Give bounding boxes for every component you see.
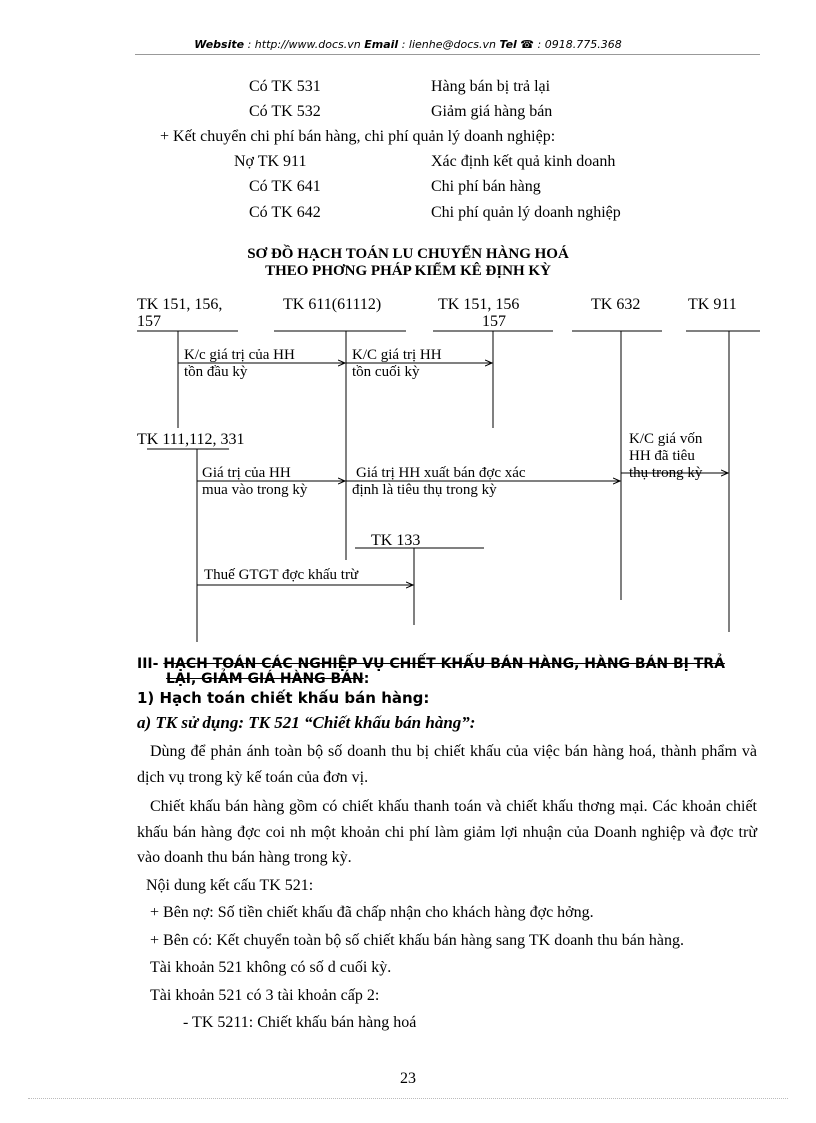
email-label: Email	[364, 38, 399, 51]
paragraph-6: Tài khoản 521 không có số d cuối kỳ.	[150, 959, 392, 976]
tel-value: ☎ : 0918.775.368	[516, 38, 622, 51]
label-opening-1: K/c giá trị của HH	[184, 347, 295, 363]
label-sold-1: Giá trị HH xuất bán đợc xác	[356, 465, 526, 481]
email-value[interactable]: : lienhe@docs.vn	[398, 38, 500, 51]
entry-account-641: Có TK 641	[249, 178, 321, 195]
website-value[interactable]: : http://www.docs.vn	[244, 38, 365, 51]
acc7-label: TK 133	[371, 532, 421, 549]
acc6-label: TK 111,112, 331	[137, 431, 245, 448]
page-number: 23	[400, 1070, 416, 1087]
tel-label: Tel	[499, 38, 517, 51]
diagram-title-line-2: THEO PHƠNG PHÁP KIỂM KÊ ĐỊNH KỲ	[265, 263, 551, 279]
paragraph-7: Tài khoản 521 có 3 tài khoản cấp 2:	[150, 986, 380, 1004]
body-text	[137, 739, 757, 1036]
entry-desc-641: Chi phí bán hàng	[431, 178, 541, 195]
acc2-label: TK 611(61112)	[283, 296, 382, 313]
paragraph-4: + Bên nợ: Số tiền chiết khấu đã chấp nhận cho khách hàng đợc hởng.	[150, 904, 594, 921]
website-label: Website	[194, 38, 245, 51]
label-cogs-3: thụ trong kỳ	[629, 465, 703, 481]
entry-desc-642: Chi phí quản lý doanh nghiệp	[431, 204, 621, 221]
section-heading-text-2: LẠI, GIẢM GIÁ HÀNG BÁN	[166, 671, 364, 687]
section-heading	[137, 656, 725, 672]
label-closing-1: K/C giá trị HH	[352, 347, 442, 363]
label-sold-2: định là tiêu thụ trong kỳ	[352, 482, 497, 498]
acc4-label: TK 632	[591, 296, 641, 313]
entry-desc-532: Giảm giá hàng bán	[431, 103, 553, 120]
label-cogs-2: HH đã tiêu	[629, 448, 695, 464]
entry-desc-531: Hàng bán bị trả lại	[431, 78, 551, 95]
transfer-line: + Kết chuyển chi phí bán hàng, chi phí quản lý doanh nghiệp:	[160, 128, 556, 145]
section-heading-text-1: HẠCH TOÁN CÁC NGHIỆP VỤ CHIẾT KHẤU BÁN HÀNG, HÀNG BÁN BỊ TRẢ	[163, 656, 725, 672]
acc3-label-2: 157	[482, 313, 506, 330]
section-heading-colon: :	[363, 671, 370, 687]
paragraph-2: Chiết khấu bán hàng gồm có chiết khấu thanh toán và chiết khấu thơng mại. Các khoản chiết khấu bán hàng đợc coi nh một khoản chi phí làm giảm lợi nhuận của Doanh nghiệp và đợc trừ vào doanh thu bán hàng trong kỳ.	[137, 798, 757, 866]
label-opening-2: tồn đầu kỳ	[184, 364, 248, 380]
acc5-label: TK 911	[688, 296, 737, 313]
diagram-title-line-1: SƠ ĐỒ HẠCH TOÁN LU CHUYỂN HÀNG HOÁ	[247, 246, 569, 262]
entry-account-642: Có TK 642	[249, 204, 321, 221]
acc1-label-2: 157	[137, 313, 161, 330]
footer-rule	[28, 1098, 788, 1099]
paragraph-3: Nội dung kết cấu TK 521:	[146, 876, 314, 894]
section-heading-cont	[166, 671, 369, 687]
acc1-label-1: TK 151, 156,	[137, 296, 223, 313]
paragraph-1: Dùng để phản ánh toàn bộ số doanh thu bị chiết khấu của việc bán hàng hoá, thành phẩm và dịch vụ trong kỳ kế toán của đơn vị.	[137, 743, 757, 786]
label-purchase-2: mua vào trong kỳ	[202, 482, 308, 498]
paragraph-5: + Bên có: Kết chuyển toàn bộ số chiết khấu bán hàng sang TK doanh thu bán hàng.	[150, 931, 684, 949]
acc3-label-1: TK 151, 156	[438, 296, 520, 313]
subheading-a: a) TK sử dụng: TK 521 “Chiết khấu bán hàng”:	[137, 713, 476, 732]
label-purchase-1: Giá trị của HH	[202, 465, 291, 481]
entry-account-531: Có TK 531	[249, 78, 321, 95]
label-closing-2: tồn cuối kỳ	[352, 364, 420, 380]
entry-account-911: Nợ TK 911	[234, 153, 307, 170]
paragraph-8: - TK 5211: Chiết khấu bán hàng hoá	[183, 1014, 417, 1031]
label-cogs-1: K/C giá vốn	[629, 431, 703, 447]
entry-account-532: Có TK 532	[249, 103, 321, 120]
entry-desc-911: Xác định kết quả kinh doanh	[431, 153, 616, 170]
label-vat: Thuế GTGT đợc khấu trừ	[204, 567, 359, 583]
subheading-1: 1) Hạch toán chiết khấu bán hàng:	[137, 689, 430, 707]
section-heading-number: III-	[137, 656, 164, 672]
